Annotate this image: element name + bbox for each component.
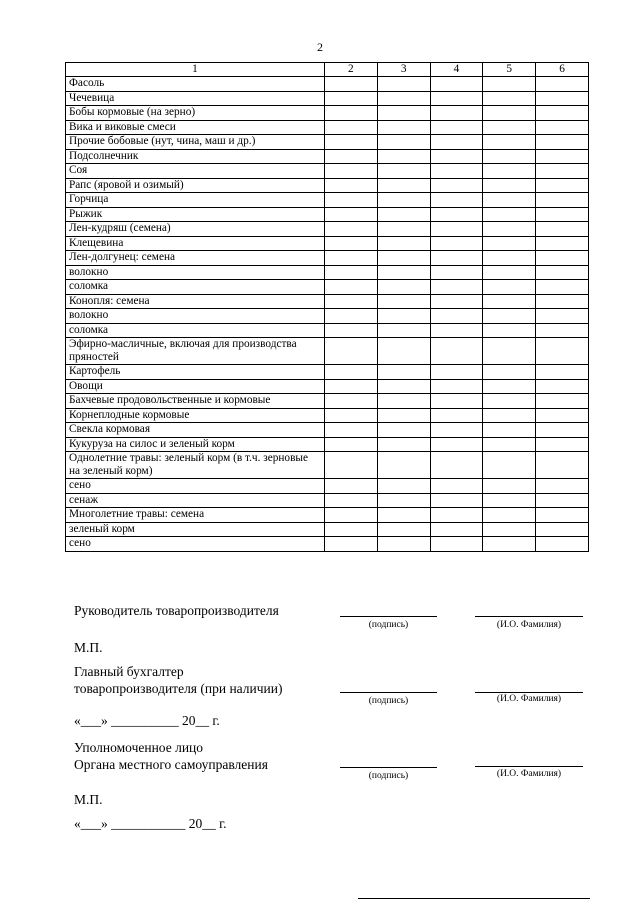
column-header: 6 bbox=[536, 63, 589, 77]
table-row bbox=[66, 537, 589, 552]
value-cell[interactable] bbox=[377, 178, 430, 193]
value-cell[interactable] bbox=[483, 537, 536, 552]
value-cell[interactable] bbox=[430, 120, 483, 135]
value-cell[interactable] bbox=[430, 280, 483, 295]
table-row bbox=[66, 338, 589, 365]
value-cell[interactable] bbox=[536, 178, 589, 193]
table-row bbox=[66, 265, 589, 280]
value-cell[interactable] bbox=[536, 91, 589, 106]
value-cell[interactable] bbox=[483, 309, 536, 324]
value-cell[interactable] bbox=[430, 222, 483, 237]
value-cell[interactable] bbox=[483, 164, 536, 179]
value-cell[interactable] bbox=[483, 207, 536, 222]
value-cell[interactable] bbox=[377, 379, 430, 394]
crop-name-cell: Клещевина bbox=[66, 236, 325, 251]
value-cell[interactable] bbox=[483, 193, 536, 208]
signature-caption: (подпись) bbox=[368, 620, 409, 630]
table-row bbox=[66, 135, 589, 150]
value-cell[interactable] bbox=[536, 365, 589, 380]
crop-name-cell: Конопля: семена bbox=[66, 294, 325, 309]
value-cell[interactable] bbox=[430, 379, 483, 394]
value-cell[interactable] bbox=[377, 493, 430, 508]
column-header: 4 bbox=[430, 63, 483, 77]
value-cell[interactable] bbox=[324, 294, 377, 309]
page-number: 2 bbox=[317, 40, 323, 54]
value-cell[interactable] bbox=[430, 408, 483, 423]
value-cell[interactable] bbox=[430, 508, 483, 523]
value-cell[interactable] bbox=[377, 91, 430, 106]
value-cell[interactable] bbox=[324, 323, 377, 338]
value-cell[interactable] bbox=[377, 522, 430, 537]
column-header: 1 bbox=[66, 63, 325, 77]
value-cell[interactable] bbox=[324, 522, 377, 537]
crop-name-cell: Лен-долгунец: семена bbox=[66, 251, 325, 266]
table-row bbox=[66, 452, 589, 479]
crop-name-cell: соломка bbox=[66, 323, 325, 338]
value-cell[interactable] bbox=[536, 251, 589, 266]
value-cell[interactable] bbox=[324, 222, 377, 237]
crop-name-cell: Овощи bbox=[66, 379, 325, 394]
value-cell[interactable] bbox=[483, 265, 536, 280]
table-row bbox=[66, 222, 589, 237]
value-cell[interactable] bbox=[536, 479, 589, 494]
value-cell[interactable] bbox=[324, 149, 377, 164]
crop-name-cell: Бобы кормовые (на зерно) bbox=[66, 106, 325, 121]
value-cell[interactable] bbox=[536, 338, 589, 365]
value-cell[interactable] bbox=[536, 522, 589, 537]
value-cell[interactable] bbox=[377, 265, 430, 280]
value-cell[interactable] bbox=[430, 323, 483, 338]
crop-name-cell: Лен-кудряш (семена) bbox=[66, 222, 325, 237]
value-cell[interactable] bbox=[536, 236, 589, 251]
value-cell[interactable] bbox=[483, 452, 536, 479]
value-cell[interactable] bbox=[430, 338, 483, 365]
value-cell[interactable] bbox=[377, 408, 430, 423]
crop-name-cell: соломка bbox=[66, 280, 325, 295]
value-cell[interactable] bbox=[536, 280, 589, 295]
value-cell[interactable] bbox=[324, 280, 377, 295]
value-cell[interactable] bbox=[483, 522, 536, 537]
value-cell[interactable] bbox=[324, 236, 377, 251]
crop-name-cell: Картофель bbox=[66, 365, 325, 380]
value-cell[interactable] bbox=[430, 493, 483, 508]
value-cell[interactable] bbox=[483, 479, 536, 494]
value-cell[interactable] bbox=[430, 394, 483, 409]
value-cell[interactable] bbox=[430, 91, 483, 106]
value-cell[interactable] bbox=[324, 106, 377, 121]
value-cell[interactable] bbox=[483, 394, 536, 409]
value-cell[interactable] bbox=[324, 394, 377, 409]
value-cell[interactable] bbox=[483, 77, 536, 92]
value-cell[interactable] bbox=[430, 365, 483, 380]
value-cell[interactable] bbox=[377, 294, 430, 309]
crop-name-cell: Эфирно-масличные, включая для производства пряностей bbox=[66, 338, 325, 365]
table-row bbox=[66, 493, 589, 508]
stamp-mark: М.П. bbox=[74, 640, 103, 655]
table-row bbox=[66, 394, 589, 409]
value-cell[interactable] bbox=[483, 149, 536, 164]
crop-name-cell: волокно bbox=[66, 265, 325, 280]
value-cell[interactable] bbox=[536, 135, 589, 150]
value-cell[interactable] bbox=[430, 251, 483, 266]
value-cell[interactable] bbox=[483, 135, 536, 150]
value-cell[interactable] bbox=[324, 207, 377, 222]
authorized-signature-line[interactable] bbox=[340, 767, 437, 768]
accountant-name-line[interactable] bbox=[475, 692, 583, 693]
value-cell[interactable] bbox=[324, 338, 377, 365]
value-cell[interactable] bbox=[324, 537, 377, 552]
authorized-label-line1: Уполномоченное лицо bbox=[74, 740, 204, 755]
value-cell[interactable] bbox=[536, 77, 589, 92]
value-cell[interactable] bbox=[536, 508, 589, 523]
accountant-label-line2: товаропроизводителя (при наличии) bbox=[74, 681, 283, 696]
table-row bbox=[66, 479, 589, 494]
value-cell[interactable] bbox=[324, 379, 377, 394]
crop-name-cell: Фасоль bbox=[66, 77, 325, 92]
name-caption: (И.О. Фамилия) bbox=[496, 620, 562, 630]
table-row bbox=[66, 236, 589, 251]
value-cell[interactable] bbox=[536, 452, 589, 479]
signature-caption: (подпись) bbox=[368, 771, 409, 781]
table-row bbox=[66, 423, 589, 438]
value-cell[interactable] bbox=[377, 280, 430, 295]
value-cell[interactable] bbox=[536, 323, 589, 338]
manager-name-line[interactable] bbox=[475, 616, 583, 617]
value-cell[interactable] bbox=[377, 338, 430, 365]
value-cell[interactable] bbox=[377, 452, 430, 479]
crop-name-cell: Горчица bbox=[66, 193, 325, 208]
value-cell[interactable] bbox=[536, 164, 589, 179]
value-cell[interactable] bbox=[536, 294, 589, 309]
crop-name-cell: Чечевица bbox=[66, 91, 325, 106]
name-caption: (И.О. Фамилия) bbox=[496, 769, 562, 779]
value-cell[interactable] bbox=[377, 479, 430, 494]
value-cell[interactable] bbox=[430, 309, 483, 324]
value-cell[interactable] bbox=[430, 236, 483, 251]
manager-signature-line[interactable] bbox=[340, 616, 437, 617]
value-cell[interactable] bbox=[430, 452, 483, 479]
value-cell[interactable] bbox=[377, 508, 430, 523]
value-cell[interactable] bbox=[483, 236, 536, 251]
column-header: 2 bbox=[324, 63, 377, 77]
value-cell[interactable] bbox=[324, 91, 377, 106]
value-cell[interactable] bbox=[324, 437, 377, 452]
value-cell[interactable] bbox=[536, 193, 589, 208]
table-row bbox=[66, 120, 589, 135]
value-cell[interactable] bbox=[483, 323, 536, 338]
crop-name-cell: Бахчевые продовольственные и кормовые bbox=[66, 394, 325, 409]
crop-name-cell: Подсолнечник bbox=[66, 149, 325, 164]
value-cell[interactable] bbox=[483, 408, 536, 423]
crop-name-cell: Прочие бобовые (нут, чина, маш и др.) bbox=[66, 135, 325, 150]
value-cell[interactable] bbox=[536, 265, 589, 280]
value-cell[interactable] bbox=[430, 437, 483, 452]
table-row bbox=[66, 309, 589, 324]
value-cell[interactable] bbox=[324, 408, 377, 423]
accountant-signature-line[interactable] bbox=[340, 692, 437, 693]
table-row bbox=[66, 280, 589, 295]
value-cell[interactable] bbox=[377, 251, 430, 266]
value-cell[interactable] bbox=[483, 508, 536, 523]
value-cell[interactable] bbox=[430, 294, 483, 309]
value-cell[interactable] bbox=[536, 493, 589, 508]
value-cell[interactable] bbox=[536, 394, 589, 409]
value-cell[interactable] bbox=[483, 91, 536, 106]
table-body bbox=[66, 77, 589, 552]
value-cell[interactable] bbox=[483, 120, 536, 135]
column-header: 3 bbox=[377, 63, 430, 77]
value-cell[interactable] bbox=[483, 379, 536, 394]
value-cell[interactable] bbox=[324, 251, 377, 266]
value-cell[interactable] bbox=[377, 394, 430, 409]
value-cell[interactable] bbox=[483, 222, 536, 237]
value-cell[interactable] bbox=[483, 178, 536, 193]
table-row bbox=[66, 437, 589, 452]
value-cell[interactable] bbox=[324, 193, 377, 208]
value-cell[interactable] bbox=[536, 423, 589, 438]
value-cell[interactable] bbox=[536, 537, 589, 552]
crop-name-cell: сено bbox=[66, 479, 325, 494]
table-row bbox=[66, 251, 589, 266]
value-cell[interactable] bbox=[324, 135, 377, 150]
table-row bbox=[66, 77, 589, 92]
value-cell[interactable] bbox=[377, 193, 430, 208]
table-row bbox=[66, 508, 589, 523]
value-cell[interactable] bbox=[324, 265, 377, 280]
value-cell[interactable] bbox=[430, 135, 483, 150]
value-cell[interactable] bbox=[377, 323, 430, 338]
value-cell[interactable] bbox=[377, 537, 430, 552]
table-row bbox=[66, 365, 589, 380]
value-cell[interactable] bbox=[430, 164, 483, 179]
bottom-divider bbox=[358, 898, 590, 899]
value-cell[interactable] bbox=[377, 135, 430, 150]
value-cell[interactable] bbox=[483, 493, 536, 508]
table-row bbox=[66, 193, 589, 208]
value-cell[interactable] bbox=[430, 479, 483, 494]
value-cell[interactable] bbox=[430, 537, 483, 552]
value-cell[interactable] bbox=[483, 106, 536, 121]
value-cell[interactable] bbox=[324, 423, 377, 438]
table-header-row bbox=[66, 63, 589, 77]
table-row bbox=[66, 91, 589, 106]
value-cell[interactable] bbox=[324, 365, 377, 380]
value-cell[interactable] bbox=[430, 106, 483, 121]
crop-name-cell: Многолетние травы: семена bbox=[66, 508, 325, 523]
value-cell[interactable] bbox=[430, 193, 483, 208]
table-row bbox=[66, 408, 589, 423]
value-cell[interactable] bbox=[377, 120, 430, 135]
crop-name-cell: Однолетние травы: зеленый корм (в т.ч. зерновые на зеленый корм) bbox=[66, 452, 325, 479]
crop-name-cell: Соя bbox=[66, 164, 325, 179]
value-cell[interactable] bbox=[324, 77, 377, 92]
table-row bbox=[66, 164, 589, 179]
crop-name-cell: волокно bbox=[66, 309, 325, 324]
value-cell[interactable] bbox=[430, 423, 483, 438]
value-cell[interactable] bbox=[536, 207, 589, 222]
value-cell[interactable] bbox=[483, 437, 536, 452]
crop-name-cell: Корнеплодные кормовые bbox=[66, 408, 325, 423]
date-line[interactable]: «___» ___________ 20__ г. bbox=[74, 816, 227, 831]
value-cell[interactable] bbox=[483, 251, 536, 266]
value-cell[interactable] bbox=[483, 280, 536, 295]
crop-table bbox=[65, 62, 589, 552]
value-cell[interactable] bbox=[430, 207, 483, 222]
value-cell[interactable] bbox=[483, 338, 536, 365]
value-cell[interactable] bbox=[536, 120, 589, 135]
value-cell[interactable] bbox=[536, 106, 589, 121]
value-cell[interactable] bbox=[324, 452, 377, 479]
authorized-name-line[interactable] bbox=[475, 766, 583, 767]
name-caption: (И.О. Фамилия) bbox=[496, 694, 562, 704]
value-cell[interactable] bbox=[483, 294, 536, 309]
value-cell[interactable] bbox=[377, 222, 430, 237]
value-cell[interactable] bbox=[324, 493, 377, 508]
value-cell[interactable] bbox=[324, 120, 377, 135]
value-cell[interactable] bbox=[536, 222, 589, 237]
value-cell[interactable] bbox=[377, 106, 430, 121]
date-line[interactable]: «___» __________ 20__ г. bbox=[74, 713, 220, 728]
value-cell[interactable] bbox=[377, 309, 430, 324]
stamp-mark: М.П. bbox=[74, 792, 103, 807]
value-cell[interactable] bbox=[377, 164, 430, 179]
value-cell[interactable] bbox=[377, 423, 430, 438]
crop-name-cell: Свекла кормовая bbox=[66, 423, 325, 438]
accountant-label-line1: Главный бухгалтер bbox=[74, 664, 184, 679]
crop-name-cell: Кукуруза на силос и зеленый корм bbox=[66, 437, 325, 452]
value-cell[interactable] bbox=[324, 164, 377, 179]
value-cell[interactable] bbox=[377, 365, 430, 380]
value-cell[interactable] bbox=[324, 309, 377, 324]
value-cell[interactable] bbox=[483, 423, 536, 438]
value-cell[interactable] bbox=[430, 265, 483, 280]
value-cell[interactable] bbox=[377, 437, 430, 452]
value-cell[interactable] bbox=[430, 149, 483, 164]
table-row bbox=[66, 294, 589, 309]
crop-name-cell: Рыжик bbox=[66, 207, 325, 222]
column-header: 5 bbox=[483, 63, 536, 77]
table-row bbox=[66, 149, 589, 164]
value-cell[interactable] bbox=[430, 77, 483, 92]
value-cell[interactable] bbox=[536, 408, 589, 423]
value-cell[interactable] bbox=[483, 365, 536, 380]
value-cell[interactable] bbox=[324, 479, 377, 494]
value-cell[interactable] bbox=[430, 522, 483, 537]
table-row bbox=[66, 522, 589, 537]
crop-name-cell: зеленый корм bbox=[66, 522, 325, 537]
crop-name-cell: Вика и виковые смеси bbox=[66, 120, 325, 135]
value-cell[interactable] bbox=[324, 508, 377, 523]
crop-name-cell: сено bbox=[66, 537, 325, 552]
table-row bbox=[66, 207, 589, 222]
table-row bbox=[66, 178, 589, 193]
value-cell[interactable] bbox=[377, 207, 430, 222]
value-cell[interactable] bbox=[377, 77, 430, 92]
value-cell[interactable] bbox=[536, 379, 589, 394]
value-cell[interactable] bbox=[377, 236, 430, 251]
table-row bbox=[66, 106, 589, 121]
authorized-label-line2: Органа местного самоуправления bbox=[74, 757, 268, 772]
value-cell[interactable] bbox=[324, 178, 377, 193]
manager-label: Руководитель товаропроизводителя bbox=[74, 603, 279, 618]
value-cell[interactable] bbox=[430, 178, 483, 193]
table-row bbox=[66, 379, 589, 394]
crop-name-cell: Рапс (яровой и озимый) bbox=[66, 178, 325, 193]
table-row bbox=[66, 323, 589, 338]
crop-name-cell: сенаж bbox=[66, 493, 325, 508]
value-cell[interactable] bbox=[377, 149, 430, 164]
value-cell[interactable] bbox=[536, 309, 589, 324]
value-cell[interactable] bbox=[536, 149, 589, 164]
signature-caption: (подпись) bbox=[368, 696, 409, 706]
value-cell[interactable] bbox=[536, 437, 589, 452]
